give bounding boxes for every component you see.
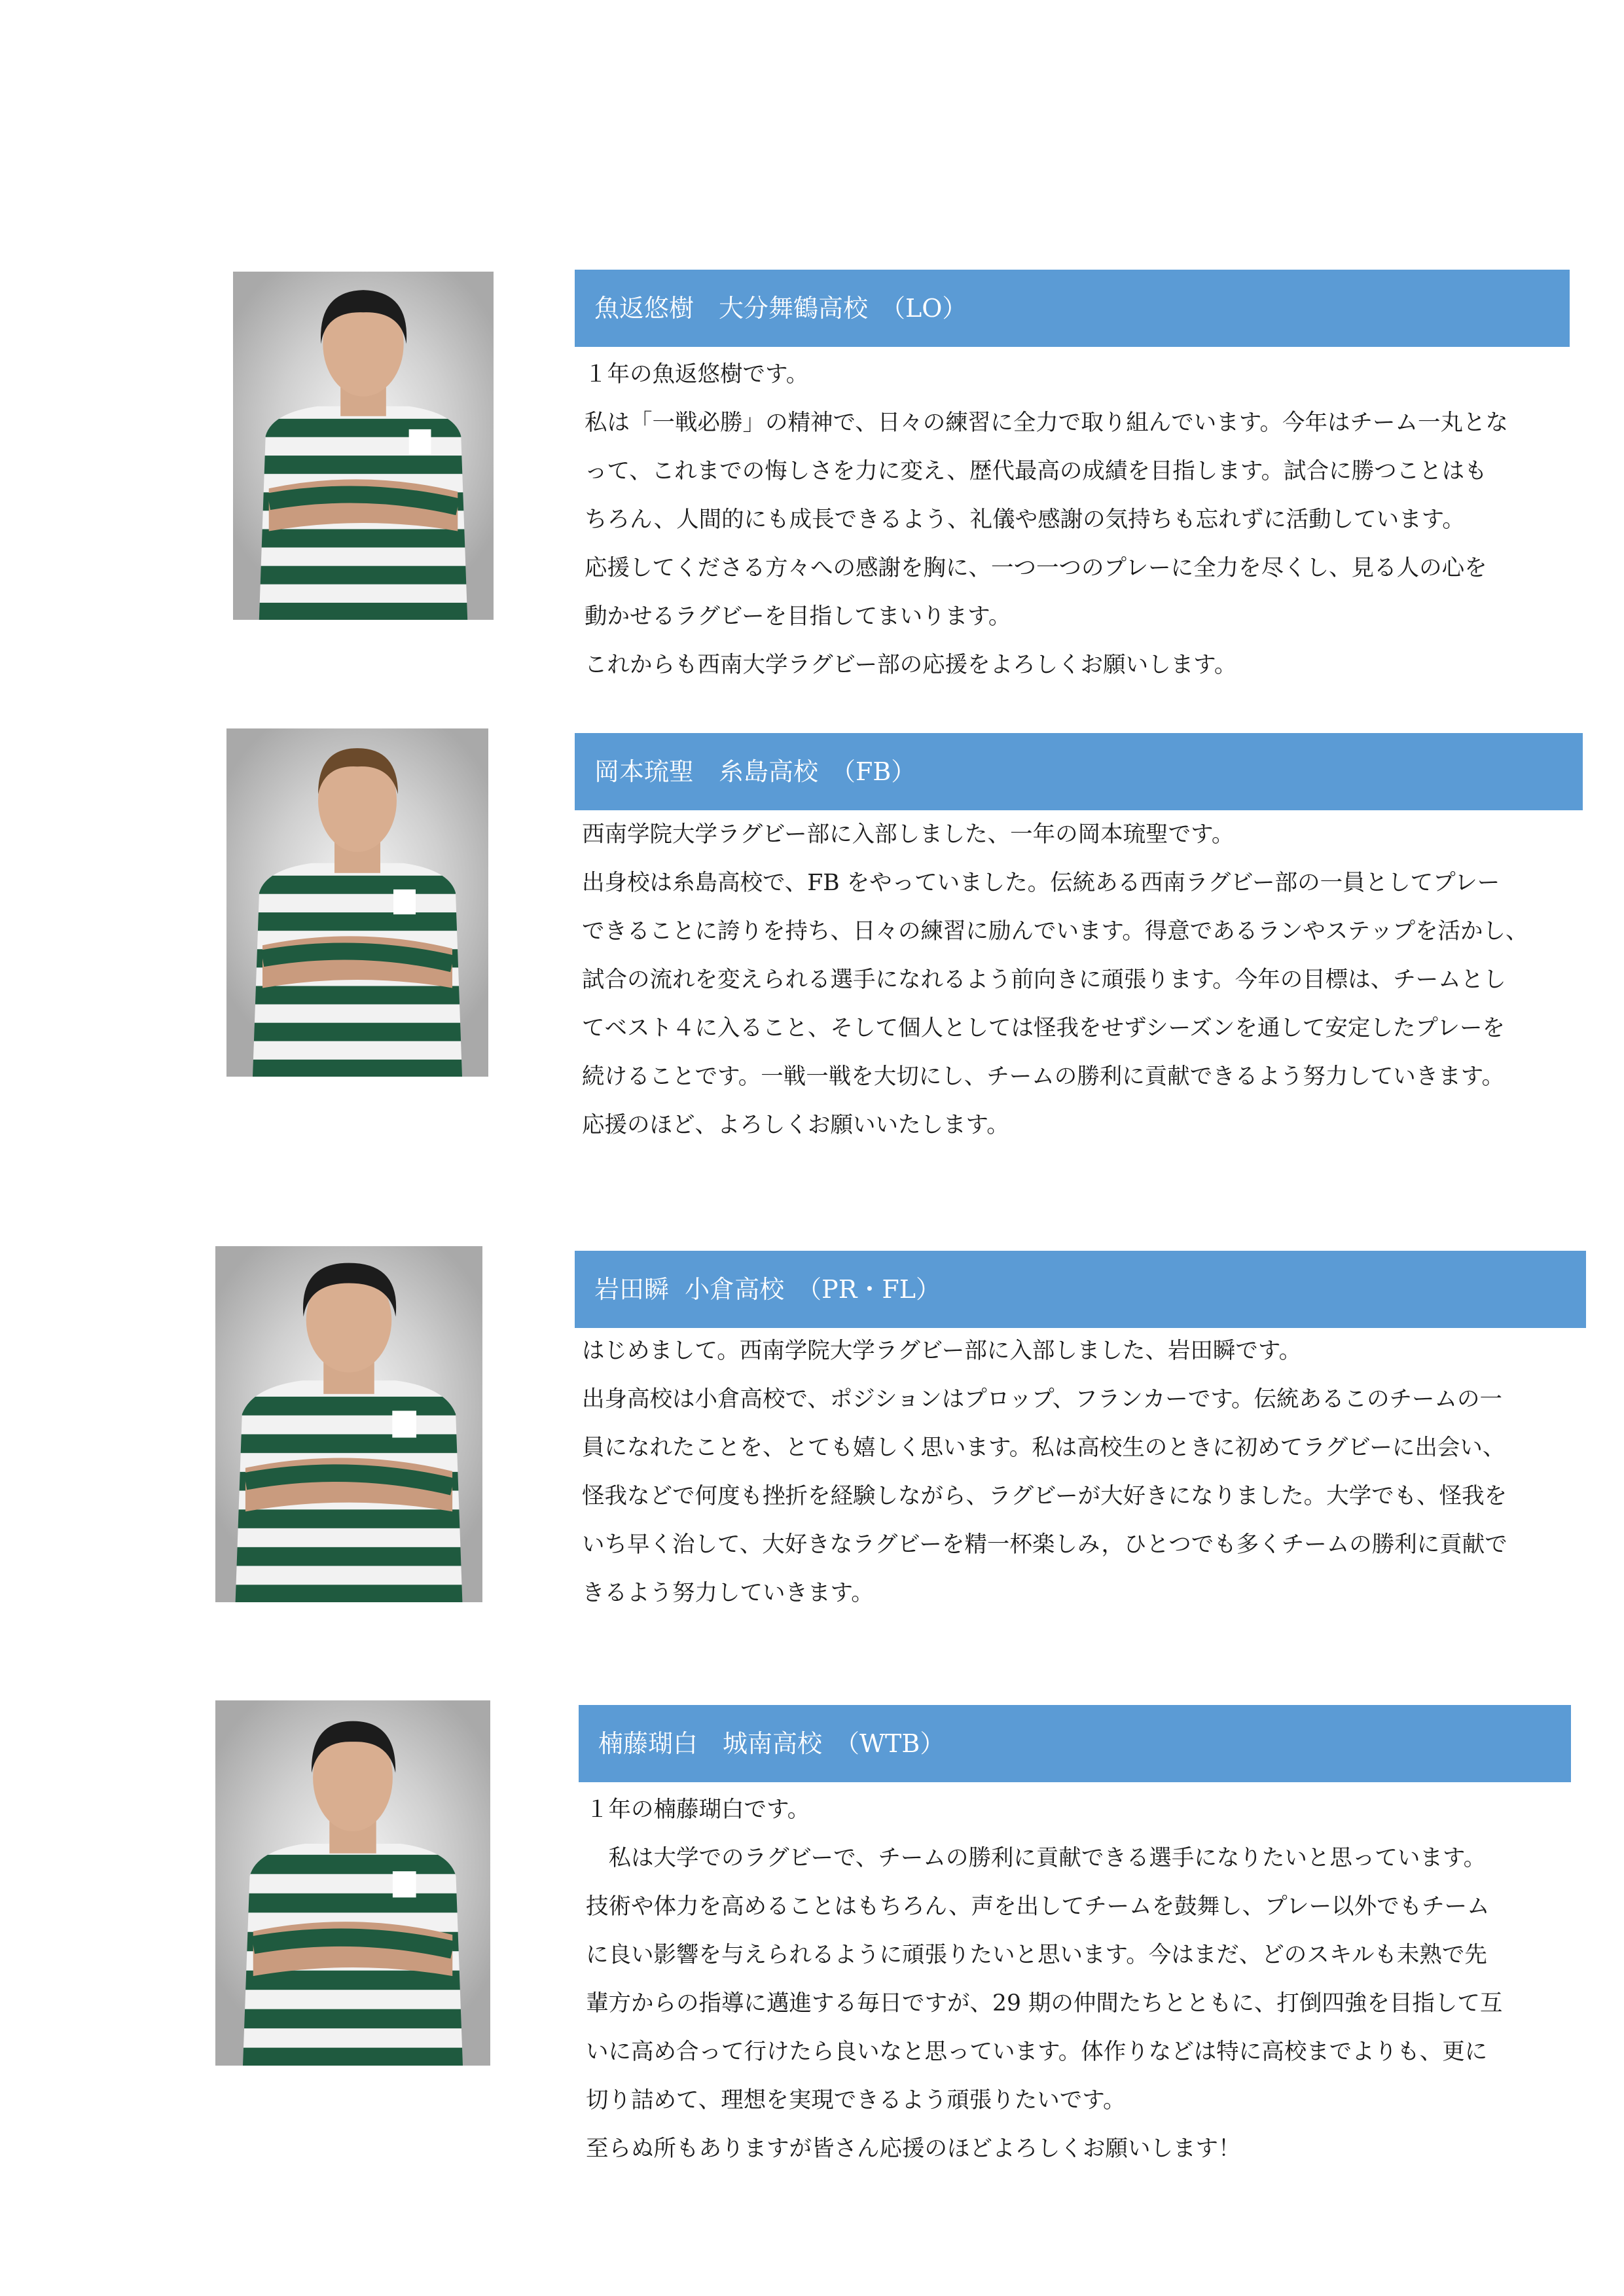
text-line: 至らぬ所もありますが皆さん応援のほどよろしくお願いします！	[586, 2136, 1241, 2162]
player-photo	[215, 1246, 482, 1602]
text-line: って、これまでの悔しさを力に変え、歴代最高の成績を目指します。試合に勝つことはも	[585, 458, 1487, 484]
text-line: てベスト４に入ること、そして個人としては怪我をせずシーズンを通して安定したプレーを	[582, 1015, 1506, 1041]
text-line: いに高め合って行けたら良いなと思っています。体作りなどは特に高校までよりも、更に	[586, 2039, 1488, 2065]
text-line: 試合の流れを変えられる選手になれるよう前向きに頑張ります。今年の目標は、チームとし	[582, 967, 1506, 993]
text-line: 出身校は糸島高校で、FB をやっていました。伝統ある西南ラグビー部の一員としてプレー	[582, 870, 1500, 896]
text-line: １年の楠藤瑚白です。	[586, 1797, 810, 1823]
player-portrait-illustration	[233, 272, 494, 620]
player-photo	[226, 728, 488, 1077]
text-line: に良い影響を与えられるように頑張りたいと思います。今はまだ、どのスキルも未熟で先	[586, 1942, 1487, 1968]
text-line: 員になれたことを、とても嬉しく思います。私は高校生のときに初めてラグビーに出会い、	[582, 1435, 1506, 1461]
text-line: きるよう努力していきます。	[582, 1580, 874, 1606]
text-line: 私は大学でのラグビーで、チームの勝利に貢献できる選手になりたいと思っています。	[586, 1845, 1487, 1871]
profile-header: 岡本琉聖 糸島高校 （FB）	[575, 733, 1583, 810]
profile-text	[582, 810, 1528, 1149]
profile-text	[582, 1327, 1507, 1617]
text-line: 続けることです。一戦一戦を大切にし、チームの勝利に貢献できるよう努力していきます。	[582, 1064, 1504, 1090]
text-line: できることに誇りを持ち、日々の練習に励んでいます。得意であるランやステップを活かし、	[582, 918, 1528, 944]
text-line: 輩方からの指導に邁進する毎日ですが、29 期の仲間たちとともに、打倒四強を目指して互	[586, 1990, 1503, 2017]
profile-text	[586, 1785, 1502, 2173]
profile-header: 岩田瞬 小倉高校 （PR・FL）	[575, 1251, 1586, 1328]
text-line: 切り詰めて、理想を実現できるよう頑張りたいです。	[586, 2087, 1126, 2113]
profile-header: 楠藤瑚白 城南高校 （WTB）	[579, 1705, 1571, 1782]
player-photo	[233, 272, 494, 620]
text-line: 私は「一戦必勝」の精神で、日々の練習に全力で取り組んでいます。今年はチーム一丸とな	[585, 410, 1509, 436]
text-line: 応援してくださる方々への感謝を胸に、一つ一つのプレーに全力を尽くし、見る人の心を	[585, 555, 1487, 581]
text-line: 怪我などで何度も挫折を経験しながら、ラグビーが大好きになりました。大学でも、怪我を	[582, 1483, 1507, 1509]
text-line: １年の魚返悠樹です。	[585, 361, 809, 387]
text-line: ちろん、人間的にも成長できるよう、礼儀や感謝の気持ちも忘れずに活動しています。	[585, 507, 1465, 533]
player-portrait-illustration	[215, 1700, 490, 2066]
profile-text	[585, 350, 1508, 689]
text-line: 西南学院大学ラグビー部に入部しました、一年の岡本琉聖です。	[582, 821, 1235, 848]
text-line: 動かせるラグビーを目指してまいります。	[585, 603, 1011, 630]
text-line: はじめまして。西南学院大学ラグビー部に入部しました、岩田瞬です。	[582, 1338, 1302, 1364]
player-portrait-illustration	[215, 1246, 482, 1602]
text-line: 応援のほど、よろしくお願いいたします。	[582, 1112, 1009, 1138]
text-line: いち早く治して、大好きなラグビーを精一杯楽しみ，ひとつでも多くチームの勝利に貢献で	[582, 1532, 1507, 1558]
text-line: 出身高校は小倉高校で、ポジションはプロップ、フランカーです。伝統あるこのチームの一	[582, 1386, 1503, 1412]
text-line: これからも西南大学ラグビー部の応援をよろしくお願いします。	[585, 652, 1237, 678]
text-line: 技術や体力を高めることはもちろん、声を出してチームを鼓舞し、プレー以外でもチーム	[586, 1893, 1490, 1920]
profile-header: 魚返悠樹 大分舞鶴高校 （LO）	[575, 270, 1570, 347]
player-portrait-illustration	[226, 728, 488, 1077]
player-photo	[215, 1700, 490, 2066]
